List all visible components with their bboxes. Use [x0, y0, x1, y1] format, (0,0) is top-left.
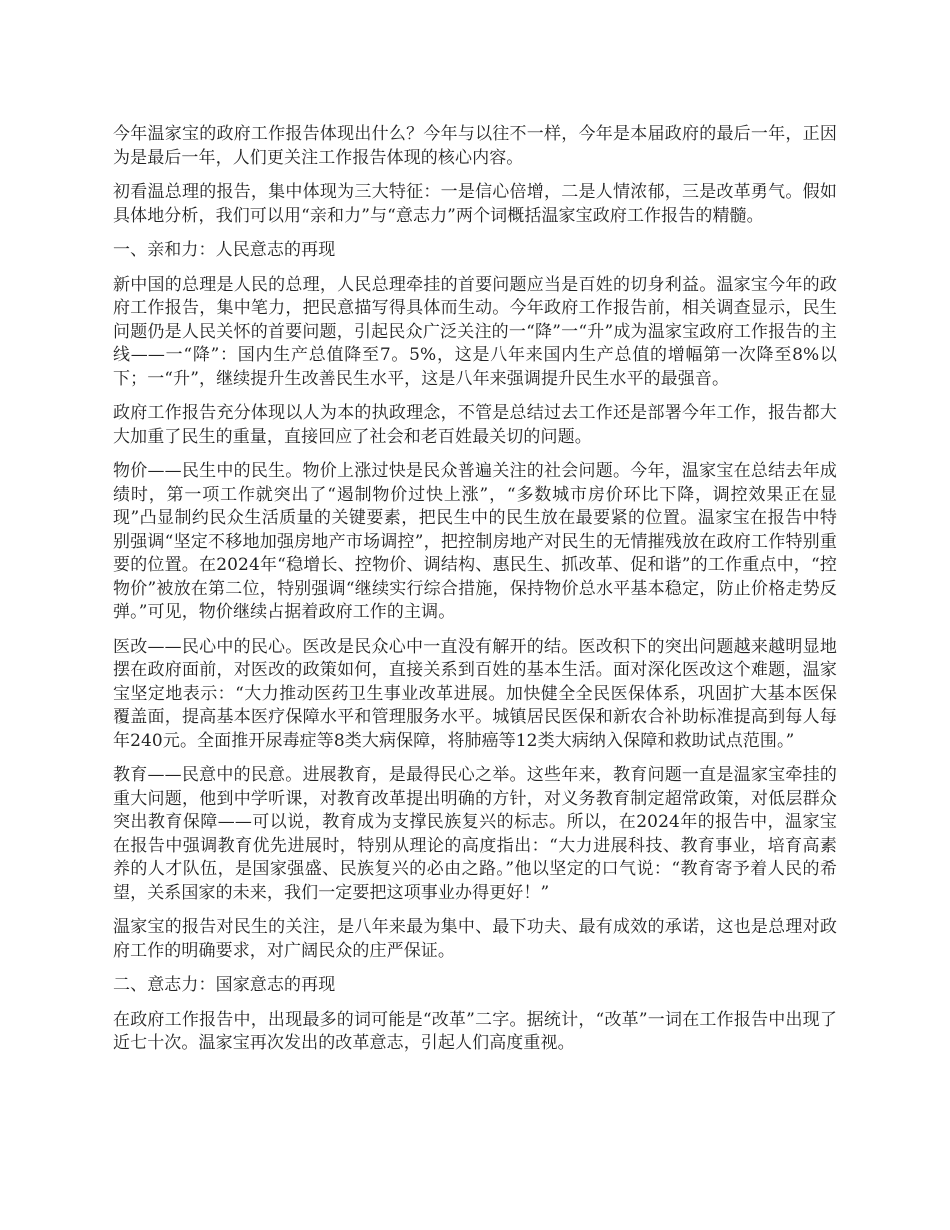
features-paragraph: 初看温总理的报告，集中体现为三大特征：一是信心倍增，二是人情浓郁，三是改革勇气。假如具体地分析，我们可以用“亲和力”与“意志力”两个词概括温家宝政府工作报告的精髓。 [113, 182, 837, 226]
reform-paragraph: 在政府工作报告中，出现最多的词可能是“改革”二字。据统计，“改革”一词在工作报告中出现了近七十次。温家宝再次发出的改革意志，引起人们高度重视。 [113, 1009, 837, 1053]
healthcare-paragraph: 医改——民心中的民心。医改是民众心中一直没有解开的结。医改积下的突出问题越来越明显地摆在政府面前，对医改的政策如何，直接关系到百姓的基本生活。面对深化医改这个难题，温家宝坚定地表示：“大力推动医药卫生事业改革进展。加快健全全民医保体系，巩固扩大基本医保覆盖面，提高基本医疗保障水平和管理服务水平。城镇居民医保和新农合补助标准提高到每人每年240元。全面推开尿毒症等8类大病保障，将肺癌等12类大病纳入保障和救助试点范围。” [113, 636, 837, 751]
section-heading-affinity: 一、亲和力：人民意志的再现 [113, 240, 336, 260]
section-heading-willpower: 二、意志力：国家意志的再现 [113, 975, 336, 995]
people-premier-paragraph: 新中国的总理是人民的总理，人民总理牵挂的首要问题应当是百姓的切身利益。温家宝今年的政府工作报告，集中笔力，把民意描写得具体而生动。今年政府工作报告前，相关调查显示，民生问题仍是人民关怀的首要问题，引起民众广泛关注的一“降”一“升”成为温家宝政府工作报告的主线——一“降”：国内生产总值降至7。5%，这是八年来国内生产总值的增幅第一次降至8%以下；一“升”，继续提升生改善民生水平，这是八年来强调提升民生水平的最强音。 [113, 274, 837, 389]
prices-paragraph: 物价——民生中的民生。物价上涨过快是民众普遍关注的社会问题。今年，温家宝在总结去年成绩时，第一项工作就突出了“遏制物价过快上涨”，“多数城市房价环比下降，调控效果正在显现”凸显制约民众生活质量的关键要素，把民生中的民生放在最要紧的位置。温家宝在报告中特别强调“坚定不移地加强房地产市场调控”，把控制房地产对民生的无情摧残放在政府工作特别重要的位置。在2024年“稳增长、控物价、调结构、惠民生、抓改革、促和谐”的工作重点中，“控物价”被放在第二位，特别强调“继续实行综合措施，保持物价总水平基本稳定，防止价格走势反弹。”可见，物价继续占据着政府工作的主调。 [113, 461, 837, 622]
people-oriented-paragraph: 政府工作报告充分体现以人为本的执政理念，不管是总结过去工作还是部署今年工作，报告都大大加重了民生的重量，直接回应了社会和老百姓最关切的问题。 [113, 403, 837, 447]
document-body [113, 123, 837, 1067]
intro-paragraph: 今年温家宝的政府工作报告体现出什么？今年与以往不一样，今年是本届政府的最后一年，正因为是最后一年，人们更关注工作报告体现的核心内容。 [113, 124, 837, 168]
livelihood-summary-paragraph: 温家宝的报告对民生的关注，是八年来最为集中、最下功夫、最有成效的承诺，这也是总理对政府工作的明确要求，对广阔民众的庄严保证。 [113, 917, 837, 961]
education-paragraph: 教育——民意中的民意。进展教育，是最得民心之举。这些年来，教育问题一直是温家宝牵挂的重大问题，他到中学听课，对教育改革提出明确的方针，对义务教育制定超常政策，对低层群众突出教育保障——可以说，教育成为支撑民族复兴的标志。所以，在2024年的报告中，温家宝在报告中强调教育优先进展时，特别从理论的高度指出：“大力进展科技、教育事业，培育高素养的人才队伍，是国家强盛、民族复兴的必由之路。”他以坚定的口气说：“教育寄予着人民的希望，关系国家的未来，我们一定要把这项事业办得更好！” [113, 765, 837, 903]
